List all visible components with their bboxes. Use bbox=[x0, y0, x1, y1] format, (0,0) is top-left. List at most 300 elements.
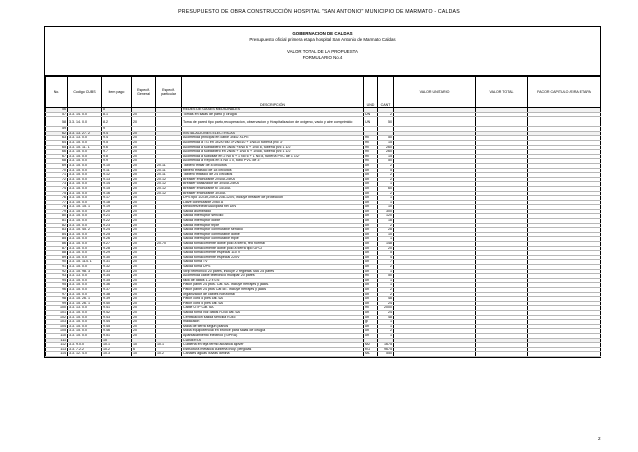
col-valor-total: VALOR TOTAL bbox=[476, 77, 528, 108]
cell-no: 102 bbox=[46, 315, 68, 320]
cell-item: 9.43 bbox=[102, 315, 132, 320]
cell-no: 111 bbox=[46, 338, 68, 343]
cell-vu bbox=[394, 352, 476, 357]
cell-ep: 20.11 bbox=[156, 163, 182, 168]
cell-desc: Tomas en salas de parto y cirugía bbox=[182, 112, 364, 117]
cell-eg: 20 bbox=[132, 136, 156, 141]
cell-no: 85 bbox=[46, 237, 68, 242]
cell-und: un bbox=[364, 173, 378, 178]
cell-desc: Salida interruptor doble bbox=[182, 219, 364, 224]
cell-und: ml bbox=[364, 159, 378, 164]
cell-cant: 2 bbox=[378, 173, 394, 178]
cell-eg: 20 bbox=[132, 274, 156, 279]
cell-desc: Llave conmutable 2x60 A bbox=[182, 200, 364, 205]
cell-desc: Salida interruptor sencillo bbox=[182, 214, 364, 219]
header-line-2: Presupuesto oficial primera etapa hospital San Antonio de Marmato Caldas bbox=[249, 37, 396, 42]
cell-cant: 48 bbox=[378, 315, 394, 320]
cell-cant: 2 bbox=[378, 329, 394, 334]
cell-cant: 550 bbox=[378, 352, 394, 357]
cell-item: 9.7 bbox=[102, 150, 132, 155]
cell-cod: 3.3. 15. 0.0 bbox=[68, 159, 102, 164]
cell-desc: Breaker enchufable 2x40A 25KA bbox=[182, 177, 364, 182]
cell-item: 8 bbox=[102, 108, 132, 113]
cell-no: 82 bbox=[46, 223, 68, 228]
cell-item: 9.36 bbox=[102, 283, 132, 288]
cell-no: 64 bbox=[46, 140, 68, 145]
cell-no: 66 bbox=[46, 150, 68, 155]
cell-cant: 2 bbox=[378, 191, 394, 196]
cell-item: 9.44 bbox=[102, 320, 132, 325]
cell-eg: 20 bbox=[132, 173, 156, 178]
cell-cod: 3.3. 15. 0.0 bbox=[68, 287, 102, 292]
cell-cod: 3.3. 15. 0.0 bbox=[68, 150, 102, 155]
cell-desc: DPS tipo 1/2/3h,20KA 208-120V, incluye breaker de proteccion bbox=[182, 196, 364, 201]
table-body bbox=[46, 108, 601, 357]
cell-desc: Toma de pared tipo parto,recuperacion, observacion y Hospitalizacion de oxigeno, vacio y aire comprimido bbox=[182, 117, 364, 127]
cell-eg: 20 bbox=[132, 260, 156, 265]
cell-vt bbox=[476, 352, 528, 357]
cell-item: 9.31 bbox=[102, 260, 132, 265]
cell-und: un bbox=[364, 186, 378, 191]
cell-cod: 3.3. 15. 0.0 bbox=[68, 219, 102, 224]
cell-eg: 20 bbox=[132, 223, 156, 228]
cell-cod: 3.3. 13. 0.0 bbox=[68, 306, 102, 311]
cell-item: 9.12 bbox=[102, 173, 132, 178]
cell-cod: 3.3. 15. 0.0 bbox=[68, 182, 102, 187]
table-row bbox=[46, 117, 601, 127]
cell-ep: 20.12 bbox=[156, 186, 182, 191]
cell-cod: 3.3. 15. 0.0 bbox=[68, 173, 102, 178]
cell-no: 87 bbox=[46, 246, 68, 251]
cell-no: 84 bbox=[46, 232, 68, 237]
cell-desc: Tablero trifilar de 8 circuitos bbox=[182, 163, 364, 168]
cell-desc: Acometida a subtablero en 2No6 + 1No 6 + 1No8, tubería pvc 1 1/2 bbox=[182, 150, 364, 155]
cell-item: 9.29 bbox=[102, 251, 132, 256]
cell-desc: REDES DE GASES MEDICINALES bbox=[182, 108, 364, 113]
cell-item: 9.8 bbox=[102, 154, 132, 159]
cell-desc: Cubierta en teja termo acustica ajover bbox=[182, 343, 364, 348]
cell-eg: 20 bbox=[132, 278, 156, 283]
col-esp-general: Especif. General bbox=[132, 77, 156, 108]
cell-cant: 1 bbox=[378, 320, 394, 325]
cell-desc: Salida toma voz datos RJ45 cat. 6A bbox=[182, 310, 364, 315]
cell-item: 9.45 bbox=[102, 324, 132, 329]
cell-cod: 3.3. 15. 0.0 bbox=[68, 255, 102, 260]
cell-item: 9.40 bbox=[102, 301, 132, 306]
cell-no: 69 bbox=[46, 163, 68, 168]
cell-und: un bbox=[364, 269, 378, 274]
cell-cod: 3.3. 15. 0.0 bbox=[68, 200, 102, 205]
cell-und: un bbox=[364, 287, 378, 292]
col-factor: FACOR CAPITULO /E/RA ETAPA bbox=[528, 77, 601, 108]
cell-item: 9.16 bbox=[102, 191, 132, 196]
cell-und: UN bbox=[364, 112, 378, 117]
cell-cant: 1 bbox=[378, 278, 394, 283]
cell-item: 9.21 bbox=[102, 214, 132, 219]
cell-desc: Salida interruptor conmutable triple bbox=[182, 237, 364, 242]
cell-eg: 10 bbox=[132, 343, 156, 348]
cell-eg: 20 bbox=[132, 177, 156, 182]
cell-cant: 50 bbox=[378, 274, 394, 279]
cell-cant: 1675 bbox=[378, 343, 394, 348]
cell-cod: 3.3. 15. 45. 2 bbox=[68, 228, 102, 233]
cell-eg: 20 bbox=[132, 320, 156, 325]
cell-no: 89 bbox=[46, 255, 68, 260]
cell-und: un bbox=[364, 228, 378, 233]
cell-cant: 24 bbox=[378, 310, 394, 315]
cell-item: 9.22 bbox=[102, 219, 132, 224]
cell-cod: 3.3. 15. 0.0 bbox=[68, 196, 102, 201]
cell-und: un bbox=[364, 223, 378, 228]
cell-cant: 2 bbox=[378, 292, 394, 297]
cell-item: 10.2 bbox=[102, 347, 132, 352]
cell-no: 112 bbox=[46, 343, 68, 348]
cell-eg: 20 bbox=[132, 242, 156, 247]
col-cant: CANT bbox=[378, 77, 394, 108]
cell-und: un bbox=[364, 232, 378, 237]
cell-cant: 60 bbox=[378, 186, 394, 191]
cell-und: ml bbox=[364, 150, 378, 155]
cell-no: 93 bbox=[46, 274, 68, 279]
cell-item: 9.23 bbox=[102, 223, 132, 228]
cell-cant: 1 bbox=[378, 333, 394, 338]
cell-cod: 3.3. 15. 0.0 bbox=[68, 232, 102, 237]
cell-desc: rack de datos 1.2 x 0.6 bbox=[182, 278, 364, 283]
cell-desc: Acometida a Repos en 4 No 1 0, tubo PVC de 3" bbox=[182, 159, 364, 164]
cell-no: 101 bbox=[46, 310, 68, 315]
cell-no: 79 bbox=[46, 209, 68, 214]
cell-eg: 20 bbox=[132, 200, 156, 205]
cell-desc: Acometida cable telefonico multipar 20 pares bbox=[182, 274, 364, 279]
cell-no: 86 bbox=[46, 242, 68, 247]
cell-und: un bbox=[364, 333, 378, 338]
cell-cant: 24 bbox=[378, 301, 394, 306]
cell-desc: malacalon bbox=[182, 320, 364, 325]
cell-ep: 20.11 bbox=[156, 168, 182, 173]
budget-sheet bbox=[44, 26, 601, 358]
cell-cod: 3.3. 15. 0.0 bbox=[68, 292, 102, 297]
cell-no: 95 bbox=[46, 283, 68, 288]
cell-no: 105 bbox=[46, 329, 68, 334]
cell-cod: 3.3. 14. 0.0 bbox=[68, 117, 102, 127]
cell-item: 9.24 bbox=[102, 228, 132, 233]
cell-no: 97 bbox=[46, 292, 68, 297]
header-line-3: VALOR TOTAL DE LA PROPUESTA bbox=[287, 49, 358, 54]
cell-und: ml bbox=[364, 140, 378, 145]
cell-cant: 15 bbox=[378, 140, 394, 145]
cell-und: gl bbox=[364, 320, 378, 325]
cell-cant: 1 bbox=[378, 269, 394, 274]
cell-cant: 2 bbox=[378, 265, 394, 270]
cell-no: 98 bbox=[46, 297, 68, 302]
cell-und: un bbox=[364, 219, 378, 224]
cell-desc: Salida alumbrado bbox=[182, 209, 364, 214]
cell-cod: 3.3. 15. 0.0 bbox=[68, 154, 102, 159]
cell-und: un bbox=[364, 209, 378, 214]
cell-desc: Salida interruptor conmutable sencillo bbox=[182, 228, 364, 233]
cell-no: 72 bbox=[46, 177, 68, 182]
cell-cant: 2 bbox=[378, 163, 394, 168]
cell-cant: 7 bbox=[378, 260, 394, 265]
cell-eg: 20 bbox=[132, 287, 156, 292]
header-line-1: GOBERNACION DE CALDAS bbox=[292, 31, 353, 36]
cell-item: 9.4 bbox=[102, 136, 132, 141]
cell-eg: 20 bbox=[132, 283, 156, 288]
cell-eg: 20 bbox=[132, 191, 156, 196]
cell-item: 9.10 bbox=[102, 163, 132, 168]
cell-eg: 20 bbox=[132, 150, 156, 155]
cell-eg: 20 bbox=[132, 306, 156, 311]
cell-und: un bbox=[364, 329, 378, 334]
cell-desc: Certificación salida sencilla RJ45 bbox=[182, 315, 364, 320]
cell-no: 110 bbox=[46, 333, 68, 338]
cell-eg: 20 bbox=[132, 232, 156, 237]
cell-item: 9.4 bbox=[102, 131, 132, 136]
cell-und: un bbox=[364, 205, 378, 210]
cell-und: un bbox=[364, 246, 378, 251]
cell-no: 99 bbox=[46, 301, 68, 306]
cell-no: 94 bbox=[46, 278, 68, 283]
cell-eg: 20 bbox=[132, 310, 156, 315]
cell-und: un bbox=[364, 168, 378, 173]
cell-cod: 3.3. 7.2.2 bbox=[68, 347, 102, 352]
cell-no: 78 bbox=[46, 205, 68, 210]
cell-cod: 3.3. 15. 0.0 bbox=[68, 168, 102, 173]
cell-und: un bbox=[364, 265, 378, 270]
cell-desc: Breaker totalizador de 3x40A 25KA bbox=[182, 182, 364, 187]
cell-ep: 20.12 bbox=[156, 177, 182, 182]
cell-cant: 2 bbox=[378, 112, 394, 117]
cell-no: 58 bbox=[46, 117, 68, 127]
cell-und: un bbox=[364, 297, 378, 302]
cell-desc: Salida tomacorriente especial 110 V bbox=[182, 251, 364, 256]
cell-cant: 20 bbox=[378, 246, 394, 251]
cell-und: ml bbox=[364, 145, 378, 150]
cell-eg: 20 bbox=[132, 324, 156, 329]
cell-item: 9.17 bbox=[102, 196, 132, 201]
cell-und: un bbox=[364, 292, 378, 297]
cell-eg: 20 bbox=[132, 196, 156, 201]
cell-no: 75 bbox=[46, 191, 68, 196]
cell-und: ML bbox=[364, 352, 378, 357]
cell-und: un bbox=[364, 177, 378, 182]
cell-cant: 2 bbox=[378, 287, 394, 292]
cell-desc: Salida tomacorriente especial 220V bbox=[182, 255, 364, 260]
cell-ep: 20.12 bbox=[156, 182, 182, 187]
cell-eg: 20 bbox=[132, 131, 156, 136]
cell-item: 9.32 bbox=[102, 265, 132, 270]
cell-item: 9.19 bbox=[102, 205, 132, 210]
cell-ep bbox=[156, 117, 182, 127]
cell-cod: 3.3. 15. 0.0 bbox=[68, 214, 102, 219]
cell-item: 9.51 bbox=[102, 333, 132, 338]
cell-eg: 20 bbox=[132, 301, 156, 306]
cell-eg: 6 bbox=[132, 347, 156, 352]
cell-cod: 3.3. 15. 0.0 bbox=[68, 191, 102, 196]
cell-no: 113 bbox=[46, 347, 68, 352]
cell-no: 83 bbox=[46, 228, 68, 233]
cell-desc: Cable UTP Cat. 6A bbox=[182, 306, 364, 311]
cell-desc: Acometida a subtablero en 3No6 +4No 6 + 1No 8, tubería pvc 1 1/2 bbox=[182, 145, 364, 150]
cell-no: 103 bbox=[46, 320, 68, 325]
cell-no: 90 bbox=[46, 260, 68, 265]
cell-no: 81 bbox=[46, 219, 68, 224]
budget-table bbox=[45, 76, 601, 357]
cell-item: 10 bbox=[102, 338, 132, 343]
cell-cant: 2 bbox=[378, 223, 394, 228]
cell-cant: 15 bbox=[378, 154, 394, 159]
cell-eg: 20 bbox=[132, 329, 156, 334]
cell-cod: 3.3. 15. 0.0 bbox=[68, 310, 102, 315]
cell-eg: 20 bbox=[132, 163, 156, 168]
cell-desc: Mediores/electroAuxpara riel DIN bbox=[182, 205, 364, 210]
cell-cod: 3.3. 12. 4.0 bbox=[68, 352, 102, 357]
cell-eg: 20 bbox=[132, 269, 156, 274]
cell-cant: 148 bbox=[378, 242, 394, 247]
cell-desc: Acometida a subcitae en 2 No 6 + 1 No 6 + 1 No 8, tubería PVC de 1 1/2" bbox=[182, 154, 364, 159]
cell-cod: 3.3. 15. 0.0 bbox=[68, 324, 102, 329]
cell-cod: 3.3. 15. 0.0 bbox=[68, 209, 102, 214]
cell-no: 77 bbox=[46, 200, 68, 205]
cell-und: un bbox=[364, 237, 378, 242]
cell-eg: 20 bbox=[132, 265, 156, 270]
cell-desc: CUBIERTA bbox=[182, 338, 364, 343]
cell-item: 9.11 bbox=[102, 168, 132, 173]
cell-cod: 3.3. 15. 15. 1 bbox=[68, 205, 102, 210]
cell-item: 10.3 bbox=[102, 352, 132, 357]
cell-item: 10.1 bbox=[102, 343, 132, 348]
cell-eg: 20 bbox=[132, 246, 156, 251]
cell-cant: 300 bbox=[378, 209, 394, 214]
cell-desc: Canales aguas lluvias lamina bbox=[182, 352, 364, 357]
cell-desc: Patch cord 5 pies cat. 6A bbox=[182, 297, 364, 302]
cell-cod: 3.3. 15. 0.0 bbox=[68, 265, 102, 270]
cell-cod: 3.3. 15. 0.0 bbox=[68, 283, 102, 288]
cell-cant: 4 bbox=[378, 255, 394, 260]
cell-cant: 9675 bbox=[378, 347, 394, 352]
cell-no: 71 bbox=[46, 173, 68, 178]
col-item: item pago bbox=[102, 77, 132, 108]
cell-cant: 50 bbox=[378, 117, 394, 127]
cell-eg: 20 bbox=[132, 237, 156, 242]
cell-no: 59 bbox=[46, 127, 68, 132]
cell-und: un bbox=[364, 324, 378, 329]
cell-desc: INSTALACIONES ELECTRICAS bbox=[182, 131, 364, 136]
cell-no: 76 bbox=[46, 196, 68, 201]
cell-desc: Apantallamiento eléctrico (SIPRA) bbox=[182, 333, 364, 338]
cell-cant: 10 bbox=[378, 205, 394, 210]
cell-desc: Salida toma TV bbox=[182, 260, 364, 265]
cell-item: 9.15 bbox=[102, 186, 132, 191]
cell-ep: 10.1 bbox=[156, 343, 182, 348]
cell-desc: tablero trifasico de 18 circuitos bbox=[182, 168, 364, 173]
cell-ep: 20.11 bbox=[156, 173, 182, 178]
cell-cant: 5 bbox=[378, 168, 394, 173]
cell-desc: Strip telefonico 20 pares, incluye 2 regletas S66 25 pares bbox=[182, 269, 364, 274]
cell-no: 65 bbox=[46, 145, 68, 150]
cell-cod: 3.3. 15. 0.0 bbox=[68, 242, 102, 247]
cell-desc: Patch panel 24 ptos Cat 5E. Incluye herrajes y jacks bbox=[182, 287, 364, 292]
cell-eg: 20 bbox=[132, 297, 156, 302]
header-line-4: FORMULARIO No.4 bbox=[302, 55, 343, 60]
cell-und: un bbox=[364, 255, 378, 260]
col-und: UND bbox=[364, 77, 378, 108]
cell-cod: 3.3. 15. 0.0 bbox=[68, 333, 102, 338]
cell-und: un bbox=[364, 182, 378, 187]
cell-no: 91 bbox=[46, 265, 68, 270]
cell-cod: 3.3. 15. 26. 1 bbox=[68, 301, 102, 306]
col-codigo: Codigo CUBS bbox=[68, 77, 102, 108]
cell-cant: 1 bbox=[378, 324, 394, 329]
cell-item: 9.28 bbox=[102, 246, 132, 251]
cell-cant: 48 bbox=[378, 297, 394, 302]
cell-desc: Salida interruptor conmutable doble bbox=[182, 232, 364, 237]
cell-eg: 20 bbox=[132, 159, 156, 164]
cell-item: 8.2 bbox=[102, 117, 132, 127]
cell-eg: 20 bbox=[132, 333, 156, 338]
cell-cod: 3.3. 15. 0.0 bbox=[68, 246, 102, 251]
cell-no: 63 bbox=[46, 136, 68, 141]
cell-cod: 3.3. 9.0.0 bbox=[68, 343, 102, 348]
cell-cod: 3.3. 15. 0.0 bbox=[68, 278, 102, 283]
cell-item: 9.38 bbox=[102, 292, 132, 297]
cell-cod: 3.3. 15. 11. 1 bbox=[68, 145, 102, 150]
cell-item: 9.25 bbox=[102, 232, 132, 237]
cell-fc bbox=[528, 352, 601, 357]
cell-desc: Salida toma UPS bbox=[182, 265, 364, 270]
cell-und: UN bbox=[364, 117, 378, 127]
cell-eg: 20 bbox=[132, 145, 156, 150]
cell-item: 9 bbox=[102, 127, 132, 132]
cell-eg: 20 bbox=[132, 292, 156, 297]
cell-eg: 20 bbox=[132, 154, 156, 159]
cell-eg: 20 bbox=[132, 219, 156, 224]
cell-item: 9.6 bbox=[102, 145, 132, 150]
cell-item: 9.14 bbox=[102, 182, 132, 187]
cell-desc: Patch cord 5 pies cat. 6A bbox=[182, 301, 364, 306]
cell-desc: Malla equipotencial en bronce para salas de cirugía bbox=[182, 329, 364, 334]
cell-cant: 260 bbox=[378, 145, 394, 150]
cell-cant: 18 bbox=[378, 219, 394, 224]
cell-und: un bbox=[364, 301, 378, 306]
cell-und: M2 bbox=[364, 343, 378, 348]
cell-no: 74 bbox=[46, 186, 68, 191]
document-title: PRESUPUESTO DE OBRA CONSTRUCCIÓN HOSPITAL "SAN ANTONIO" MUNICIPIO DE MARMATO - CALDAS bbox=[178, 9, 460, 15]
cell-no: 73 bbox=[46, 182, 68, 187]
cell-no: 92 bbox=[46, 269, 68, 274]
cell-ep: 20.12 bbox=[156, 191, 182, 196]
cell-cod: 3.3. 13. 27. 2 bbox=[68, 131, 102, 136]
cell-cod: 3.3. 13. 0.0 bbox=[68, 274, 102, 279]
cell-no: 67 bbox=[46, 154, 68, 159]
cell-item: 9.46 bbox=[102, 329, 132, 334]
cell-cod: 3.3. 15. 0.0 bbox=[68, 251, 102, 256]
cell-cod: 3.3. 15. 114. 1 bbox=[68, 260, 102, 265]
cell-item: 9.41 bbox=[102, 306, 132, 311]
cell-desc: Patch panel 24 ptos. Cat. 6A. Incluye herrajes y jacks. bbox=[182, 283, 364, 288]
cell-desc: Breaker enchufable 3x30A bbox=[182, 191, 364, 196]
cell-desc: Acometida a TG en 3x2/0 td0 3+2No10 + 1No10 tubería pvc 3" bbox=[182, 140, 364, 145]
cell-cant: 1 bbox=[378, 283, 394, 288]
cell-cant: 50 bbox=[378, 159, 394, 164]
cell-desc: Salida tomacorriente doble polo a tierra tipo GFCI bbox=[182, 246, 364, 251]
cell-item: 9.27 bbox=[102, 242, 132, 247]
cell-no: 62 bbox=[46, 131, 68, 136]
cell-cant: 1 bbox=[378, 182, 394, 187]
cell-cant: 1 bbox=[378, 200, 394, 205]
cell-no: 114 bbox=[46, 352, 68, 357]
cell-cod: 3.3. 15. 0.0 bbox=[68, 177, 102, 182]
